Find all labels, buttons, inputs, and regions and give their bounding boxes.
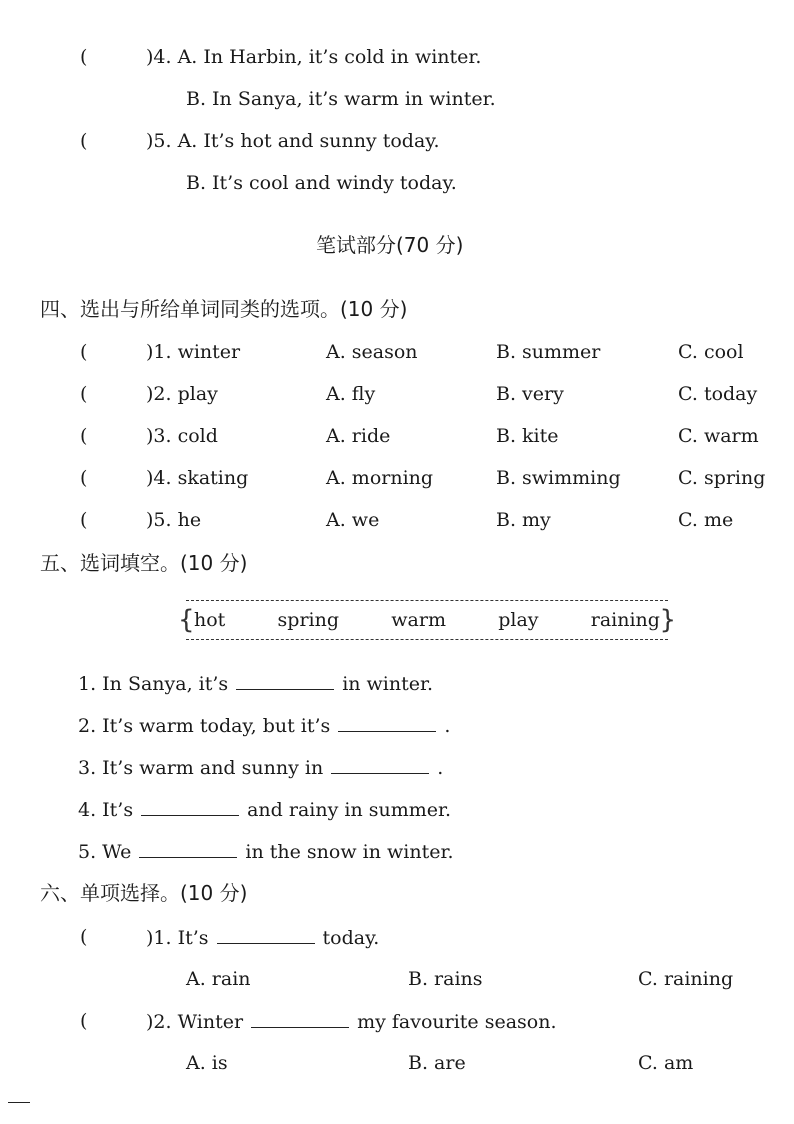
option-b: B. rains <box>408 968 483 990</box>
section-6-title: 六、单项选择。(10 分) <box>40 881 248 905</box>
option-b: B. my <box>496 509 551 531</box>
option-b: B. kite <box>496 425 559 447</box>
answer-paren: ( <box>80 130 88 152</box>
word-bank-left-brace: { <box>178 605 195 635</box>
question-5-option-b: B. It’s cool and windy today. <box>186 172 457 194</box>
option-c: C. am <box>638 1052 694 1074</box>
answer-blank[interactable] <box>139 839 237 858</box>
answer-blank[interactable] <box>251 1009 349 1028</box>
answer-paren: ( <box>80 341 88 363</box>
fill-blank-text: . <box>437 757 444 779</box>
fill-blank-text: 5. We <box>78 841 132 863</box>
option-c: C. raining <box>638 968 734 990</box>
word-bank-box <box>178 600 676 640</box>
fill-blank-item <box>78 755 443 780</box>
question-word: )5. he <box>146 509 202 531</box>
option-a: A. we <box>326 509 380 531</box>
option-c: C. spring <box>678 467 766 489</box>
word-bank-word: spring <box>277 609 340 631</box>
fill-blank-text: in the snow in winter. <box>245 841 454 863</box>
fill-blank-text: and rainy in summer. <box>247 799 452 821</box>
question-text: today. <box>322 927 380 949</box>
question-word: )4. skating <box>146 467 249 489</box>
option-a: A. morning <box>326 467 434 489</box>
fill-blank-item <box>78 797 451 822</box>
answer-blank[interactable] <box>331 755 429 774</box>
option-a: A. fly <box>326 383 376 405</box>
question-text: )2. Winter <box>146 1011 244 1033</box>
option-c: C. me <box>678 509 734 531</box>
question-text: )1. It’s <box>146 927 209 949</box>
section-5-title: 五、选词填空。(10 分) <box>40 551 248 575</box>
fill-blank-text: 1. In Sanya, it’s <box>78 673 229 695</box>
fill-blank-text: 3. It’s warm and sunny in <box>78 757 324 779</box>
page-edge-mark <box>8 1102 30 1103</box>
word-bank-word: warm <box>391 609 446 631</box>
question-word: )2. play <box>146 383 218 405</box>
word-bank-right-brace: } <box>659 605 676 635</box>
option-a: A. ride <box>326 425 391 447</box>
option-b: B. swimming <box>496 467 621 489</box>
choice-question <box>146 1009 557 1034</box>
answer-paren: ( <box>80 509 88 531</box>
answer-blank[interactable] <box>236 671 334 690</box>
option-a: A. is <box>186 1052 228 1074</box>
fill-blank-text: in winter. <box>342 673 434 695</box>
fill-blank-text: 2. It’s warm today, but it’s <box>78 715 331 737</box>
option-b: B. are <box>408 1052 466 1074</box>
answer-paren: ( <box>80 46 88 68</box>
section-4-title: 四、选出与所给单词同类的选项。(10 分) <box>40 297 408 321</box>
word-bank-word: raining <box>590 609 660 631</box>
question-word: )3. cold <box>146 425 218 447</box>
fill-blank-item <box>78 671 433 696</box>
answer-blank[interactable] <box>141 797 239 816</box>
option-b: B. summer <box>496 341 601 363</box>
answer-paren: ( <box>80 1010 88 1032</box>
option-c: C. today <box>678 383 758 405</box>
question-4-option-b: B. In Sanya, it’s warm in winter. <box>186 88 496 110</box>
question-4-option-a: )4. A. In Harbin, it’s cold in winter. <box>146 46 482 68</box>
answer-paren: ( <box>80 383 88 405</box>
fill-blank-text: . <box>444 715 451 737</box>
word-bank-word: hot <box>194 609 226 631</box>
option-c: C. warm <box>678 425 759 447</box>
question-text: my favourite season. <box>357 1011 557 1033</box>
choice-question <box>146 925 379 950</box>
question-word: )1. winter <box>146 341 241 363</box>
fill-blank-text: 4. It’s <box>78 799 134 821</box>
answer-paren: ( <box>80 425 88 447</box>
option-c: C. cool <box>678 341 744 363</box>
option-a: A. season <box>326 341 418 363</box>
answer-paren: ( <box>80 926 88 948</box>
option-a: A. rain <box>186 968 251 990</box>
answer-blank[interactable] <box>217 925 315 944</box>
option-b: B. very <box>496 383 564 405</box>
fill-blank-item <box>78 713 450 738</box>
answer-blank[interactable] <box>338 713 436 732</box>
word-bank-word: play <box>498 609 539 631</box>
written-part-title: 笔试部分(70 分) <box>316 233 464 257</box>
fill-blank-item <box>78 839 454 864</box>
answer-paren: ( <box>80 467 88 489</box>
question-5-option-a: )5. A. It’s hot and sunny today. <box>146 130 440 152</box>
